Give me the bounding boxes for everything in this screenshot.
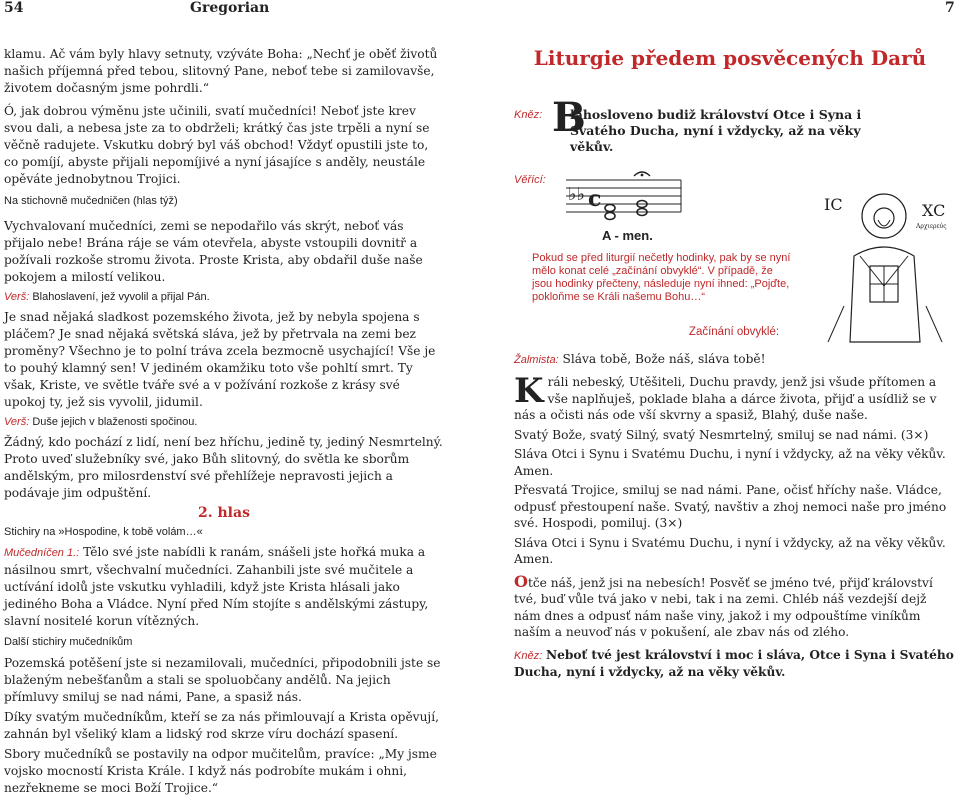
paragraph: Ó, jak dobrou výměnu jste učinili, svatí mučedníci! Neboť jste krev svou dali, a nebesa jste za to obdrželi; krátký čas jste trpěli a nyní se věčně radujete. Vskutku dobrý byl váš obchod! Vždyť opustili jste to, co pomíjí, abyste přijali nepomíjivé a nyní jásajíce s anděly, neustále opěváte jednobytnou Trojici. xyxy=(4,104,430,186)
amen-lyric: A - men. xyxy=(602,228,653,243)
dropcap-k: K xyxy=(514,371,544,411)
paragraph-text: tče náš, jenž jsi na nebesích! Posvěť se jméno tvé, přijď království tvé, buď vůle tvá jako v nebi, tak i na zemi. Chléb náš vezdejší dejž nám dnes a odpusť nám naše viny, jakož i my odpouštíme viníkům naším a neuvoď nás v pokušení, ale zbav nás od zlého. xyxy=(514,575,933,639)
paragraph: Sláva Otci i Synu i Svatému Duchu, i nyní i vždycky, až na věky věkův. Amen. xyxy=(514,447,946,478)
paragraph xyxy=(514,371,954,424)
paragraph: Pozemská potěšení jste si nezamilovali, mučedníci, připodobnili jste se blaženým nebešťanům a stali se spoluobčany andělů. Na jejich přímluvy smiluj se nad námi, Pane, a spasiž nás. xyxy=(4,656,441,704)
paragraph: Díky svatým mučedníkům, kteří se za nás přimlouvají a Krista opěvují, zahnán byl všeliký klam a lidský rod skrze víru dochází spasení. xyxy=(4,710,439,741)
paragraph: Svatý Bože, svatý Silný, svatý Nesmrtelný, smiluj se nad námi. (3×) xyxy=(514,427,929,442)
rubric-dalsi: Další stichiry mučedníkům xyxy=(4,636,133,648)
icon-letters-right: XC xyxy=(922,201,946,220)
page-header xyxy=(0,0,960,20)
rubric-note: Pokud se před liturgií nečetly hodinky, pak by se nyní mělo konat celé „začínání obvyklé“. V případě, že jsou hodinky přečteny, následuje nyní ihned: „Pojďte, pokloňme se Králi našemu Bohu…“ xyxy=(532,252,791,303)
svg-text:♭♭: ♭♭ xyxy=(568,184,585,205)
priest-text: Neboť tvé jest království i moc i sláva, Otce i Syna i Svatého Ducha, nyní i vždycky, až na věky věkův. xyxy=(514,647,954,679)
liturgy-title: Liturgie předem posvěcených Darů xyxy=(533,46,927,70)
rubric-stichovna: Na stichovně mučedničen (hlas týž) xyxy=(4,195,178,207)
verse-label: Verš: xyxy=(4,416,30,428)
paragraph-label: Mučedníčen 1.: xyxy=(4,547,80,559)
rubric-stichiry: Stichiry na »Hospodine, k tobě volám…« xyxy=(4,526,203,538)
left-column xyxy=(4,46,444,800)
verse-text: Blahoslavení, jež vyvolil a přijal Pán. xyxy=(32,291,210,303)
running-title: Gregorian xyxy=(190,0,270,16)
paragraph: Žádný, kdo pochází z lidí, není bez hříchu, jedině ty, jediný Nesmrtelný. Proto uveď služebníky své, jako Bůh slitovný, do světla ke sborům andělským, pro milosrdenství své přehlížeje nepravosti jejich a podávaje jim odpuštění. xyxy=(4,435,443,500)
christ-icon-image xyxy=(820,186,950,344)
psalmist-label: Žalmista: xyxy=(514,353,559,366)
page-number-left: 54 xyxy=(4,0,24,16)
faithful-label: Věřící: xyxy=(514,174,546,186)
verse xyxy=(4,289,444,306)
priest-exclamation xyxy=(514,647,954,681)
ornamental-dropcap: B xyxy=(552,94,586,141)
paragraph: Sláva Otci i Synu i Svatému Duchu, i nyní i vždycky, až na věky věkův. Amen. xyxy=(514,535,946,566)
amen-music-staff xyxy=(566,170,686,248)
right-lower-text xyxy=(514,322,954,684)
paragraph-text: ráli nebeský, Utěšiteli, Duchu pravdy, jenž jsi všude přítomen a vše naplňuješ, poklade blaha a dárce života, přijď a usídliž se v nás a očisti nás ode vší skvrny a spasiž, Blahý, duše naše. xyxy=(514,375,937,422)
opening-text: lahosloveno budiž království Otce i Syna i Svatého Ducha, nyní i vždycky, až na věky věkův. xyxy=(570,107,862,154)
paragraph: Je snad nějaká sladkost pozemského života, jež by nebyla spojena s pláčem? Je snad nějaká světská sláva, jež by přetrvala na zemi bez proměny? Všechno je to polní tráva zcela bezmocně usychající! Vše je to pouhý klamný sen! V jediném okamžiku toto vše pohltí smrt. Ty však, Kriste, ve světle tváře své a v požívání rozkoše z krásy své upokoj ty, jež sis vyvolil, jidumil. xyxy=(4,310,436,409)
tone-heading: 2. hlas xyxy=(198,505,250,521)
psalmist-line xyxy=(514,351,954,369)
verse-text: Duše jejich v blaženosti spočinou. xyxy=(32,416,198,428)
icon-caption: Αρχιερεύς xyxy=(916,223,947,230)
paragraph: Přesvatá Trojice, smiluj se nad námi. Pane, očisť hříchy naše. Vládce, odpusť přestoupení naše. Svatý, navštiv a zhoj nemoci naše pro jméno své. Hospodi, pomiluj. (3×) xyxy=(514,483,947,530)
priest-label: Kněz: xyxy=(514,109,543,121)
ot-first-letter: O xyxy=(514,571,528,591)
paragraph: Sbory mučedníků se postavily na odpor mučitelům, pravíce: „My jsme vojsko mocností Krista Krále. I když nás podrobíte mukám i ohni, nezřekneme se moci Boží Trojice.“ xyxy=(4,747,437,795)
verse-label: Verš: xyxy=(4,291,30,303)
svg-text:c: c xyxy=(588,186,602,212)
usual-beginning-heading: Začínání obvyklé: xyxy=(688,326,780,338)
paragraph: klamu. Ač vám byly hlavy setnuty, vzýváte Boha: „Nechť je oběť životů našich příjemná před tebou, slitovný Pane, neboť tebe si zamilovavše, životem dočasným jsme pohrdli.“ xyxy=(4,47,438,95)
paragraph-text: Tělo své jste nabídli k ranám, snášeli jste hořká muka a násilnou smrt, všechvalní mučedníci. Zahanbili jste své mučitele a uctívání idolů jste vskutku vyhladili, když jste Krista hlásali jako jediného Boha a Vládce. Nyní před Ním stojíte s andělskými zástupy, slavní nositelé korun vítězných. xyxy=(4,545,429,628)
paragraph: Vychvalovaní mučedníci, zemi se nepodařilo vás skrýt, neboť vás přijalo nebe! Brána ráje se vám otevřela, abyste vstoupili dovnitř a požívali rozkoše stromu života. Proste Krista, aby obdařil duše naše pokojem a milostí velikou. xyxy=(4,219,423,284)
psalmist-text: Sláva tobě, Bože náš, sláva tobě! xyxy=(562,351,766,366)
paragraph xyxy=(4,544,444,630)
page-number-right: 7 xyxy=(945,0,955,16)
paragraph xyxy=(514,571,954,641)
verse xyxy=(4,414,444,431)
priest-label: Kněz: xyxy=(514,649,543,662)
icon-letters-left: IC xyxy=(824,195,843,214)
